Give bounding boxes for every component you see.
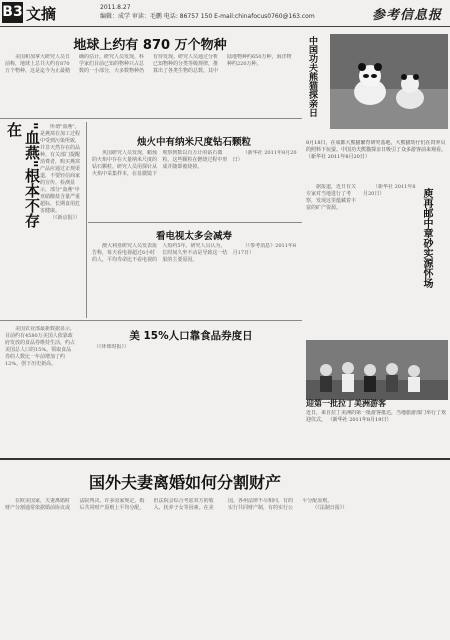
- a7-text: 美国农业部最新数据显示，目前约有4580万美国人依靠政府发放的食品券维持生活，约占美国总人口的15%。领取食品券的人数比一年前增加了约12%，创下历史新高。: [5, 326, 75, 367]
- a9-body: [5, 498, 445, 634]
- panda-photo: [330, 34, 448, 129]
- a4-body: [92, 150, 298, 218]
- divider: [86, 122, 87, 318]
- section-name: 文摘: [26, 5, 57, 23]
- a5-text: 澳大利亚研究人员发表报告称，每天看电视超过6小时的人，平均寿命比不看电视的人短约5年。研究人员认为，长时间久坐不动是导致这一结果的主要原因。: [92, 243, 228, 263]
- divider: [0, 320, 302, 321]
- divider: [88, 222, 302, 223]
- a9-source: （《法制日报》）: [312, 505, 348, 511]
- a4-headline: 烛火中有纳米尺度钻石颗粒: [136, 137, 251, 148]
- header-meta: [100, 3, 315, 21]
- a6-body: [306, 184, 416, 334]
- a8-text: 近日，来自拉丁美洲的第一批游客抵达，当地旅游部门举行了欢迎仪式。: [306, 410, 447, 423]
- a4-text: 英国研究人员发现，蜡烛的火焰中存在大量纳米尺度的钻石颗粒。研究人员用探针从火焰中采集样本，在显微镜下观察到数以百万计的钻石微粒。这些颗粒在燃烧过程中形成并随即被烧掉。: [92, 150, 228, 177]
- a8-headline: 迎第一批拉丁美洲游客: [306, 399, 386, 408]
- a2-source: （新华社 2011年8月20日）: [306, 154, 370, 160]
- editor-line: 编辑：成学 审读：毛鹏: [100, 13, 162, 20]
- email-line: E-mail:chinafocus0760@163.com: [214, 13, 315, 20]
- a8-caption: [306, 410, 448, 432]
- a7-body: [84, 344, 298, 422]
- a4-source: （新华社 2011年8月20日）: [232, 150, 297, 163]
- a6-source: （新华社 2011年8月20日）: [363, 184, 416, 197]
- a1-body: [5, 54, 295, 108]
- a6-text: 据报道，近日有关专家对当地进行了考察，发现这里蕴藏着丰富的矿产资源。: [306, 184, 357, 211]
- masthead-logo: 参考信息报: [371, 8, 442, 23]
- a1-headline: 地球上约有 870 万个物种: [73, 38, 227, 53]
- a3-body: [40, 124, 82, 316]
- a8-source: （新华社 2011年8月19日）: [327, 417, 392, 423]
- a9-headline: 国外夫妻离婚如何分割财产: [88, 473, 281, 492]
- divider: [0, 118, 302, 119]
- page-header: [0, 0, 450, 27]
- a2-caption: [306, 140, 448, 176]
- a3-headline: "血燕"根本不存在: [5, 122, 41, 228]
- a3-text: 所谓"血燕"，是燕窝在加工过程中受到污染所致，并非天然存在的品种。有关部门提醒消费者，购买燕窝产品应通过正规渠道，不要轻信商家的宣传。检测显示，部分"血燕"中亚硝酸盐含量严重超标，长期食用危害健康。: [40, 124, 81, 214]
- a5-source: （《参考消息》2011年8月17日）: [232, 243, 297, 256]
- a5-headline: 看电视太多会减寿: [155, 231, 232, 242]
- section-code-badge: B3: [2, 2, 23, 23]
- a7-body-left: [5, 326, 75, 420]
- phone-line: 电话: 86757 150: [163, 13, 213, 20]
- a9-text: 在欧美国家，夫妻离婚时财产分割通常依据婚前协议或法院判决。许多国家规定，婚后共同财产原则上平均分配，但法院会综合考虑双方的收入、抚养子女等因素。在美国，各州法律不尽相同，有的实行共同财产制，有的实行公平分配原则。: [5, 498, 333, 511]
- a7-source: （《环球时报》）: [94, 344, 130, 350]
- a6-headline: 庾再邮中章砂实源怀场: [421, 188, 432, 288]
- travel-photo: [306, 340, 448, 400]
- a2-headline: 中国功夫熊猫探亲日: [307, 36, 317, 117]
- issue-date: 2011.8.27: [100, 4, 131, 11]
- a7-headline: 美 15%人口靠食品券度日: [129, 330, 253, 342]
- a5-body: [92, 243, 298, 315]
- a1-text: 美国和加拿大研究人员日前称，地球上总共大约有870万个物种。这是迄今为止最精确的估计。研究人员发现，科学家们目前已知的物种只占总数的一小部分，大多数物种仍有待发现。研究人员通过分析已知物种的分类等级规律，推算出了各类生物的总数。其中陆地物种约650万种，海洋物种约220万种。: [5, 54, 292, 74]
- a3-source: （《新京报》）: [50, 215, 81, 221]
- a2-text: 8月18日，在成都大熊猫繁育研究基地，大熊猫幼仔们在饲养员的照料下玩耍。中国功夫熊猫探亲日吸引了众多游客前来观看。: [306, 140, 447, 153]
- section-divider: [0, 458, 450, 460]
